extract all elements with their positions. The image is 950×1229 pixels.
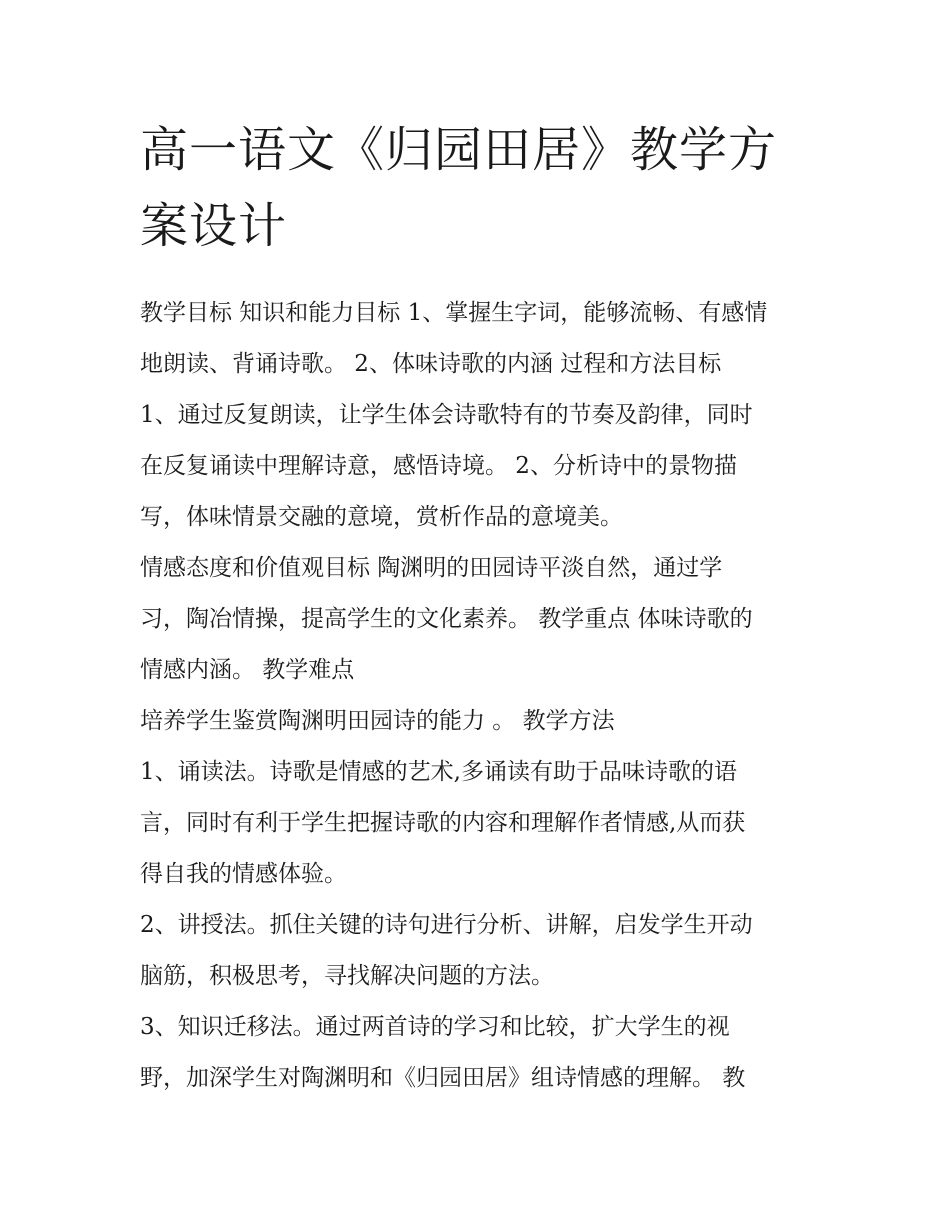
body-line: 情感态度和价值观目标 陶渊明的田园诗平淡自然，通过学	[140, 555, 723, 581]
body-line: 教学目标 知识和能力目标 1、掌握生字词，能够流畅、有感情	[140, 300, 768, 326]
body-line: 野，加深学生对陶渊明和《归园田居》组诗情感的理解。 教	[140, 1065, 746, 1091]
body-line: 地朗读、背诵诗歌。 2、体味诗歌的内涵 过程和方法目标	[140, 351, 722, 377]
body-line: 习，陶冶情操，提高学生的文化素养。 教学重点 体味诗歌的	[140, 606, 753, 632]
body-line: 脑筋，积极思考，寻找解决问题的方法。	[140, 963, 554, 989]
body-line: 写，体味情景交融的意境，赏析作品的意境美。	[140, 504, 623, 530]
body-line: 在反复诵读中理解诗意，感悟诗境。 2、分析诗中的景物描	[140, 453, 737, 479]
title-line: 高一语文《归园田居》教学方	[140, 122, 778, 178]
body-line: 言，同时有利于学生把握诗歌的内容和理解作者情感,从而获	[140, 810, 746, 836]
body-line: 1、通过反复朗读，让学生体会诗歌特有的节奏及韵律，同时	[140, 402, 753, 428]
title-line: 案设计	[140, 198, 288, 254]
body-line: 培养学生鉴赏陶渊明田园诗的能力 。 教学方法	[140, 708, 615, 734]
body-line: 得自我的情感体验。	[140, 861, 347, 887]
body-line: 3、知识迁移法。通过两首诗的学习和比较，扩大学生的视	[140, 1014, 730, 1040]
body-line: 2、讲授法。抓住关键的诗句进行分析、讲解，启发学生开动	[140, 912, 753, 938]
document-body	[140, 288, 820, 1104]
document-page	[140, 112, 820, 1104]
body-line: 1、诵读法。诗歌是情感的艺术,多诵读有助于品味诗歌的语	[140, 759, 737, 785]
document-title	[140, 112, 820, 264]
body-line: 情感内涵。 教学难点	[140, 657, 355, 683]
